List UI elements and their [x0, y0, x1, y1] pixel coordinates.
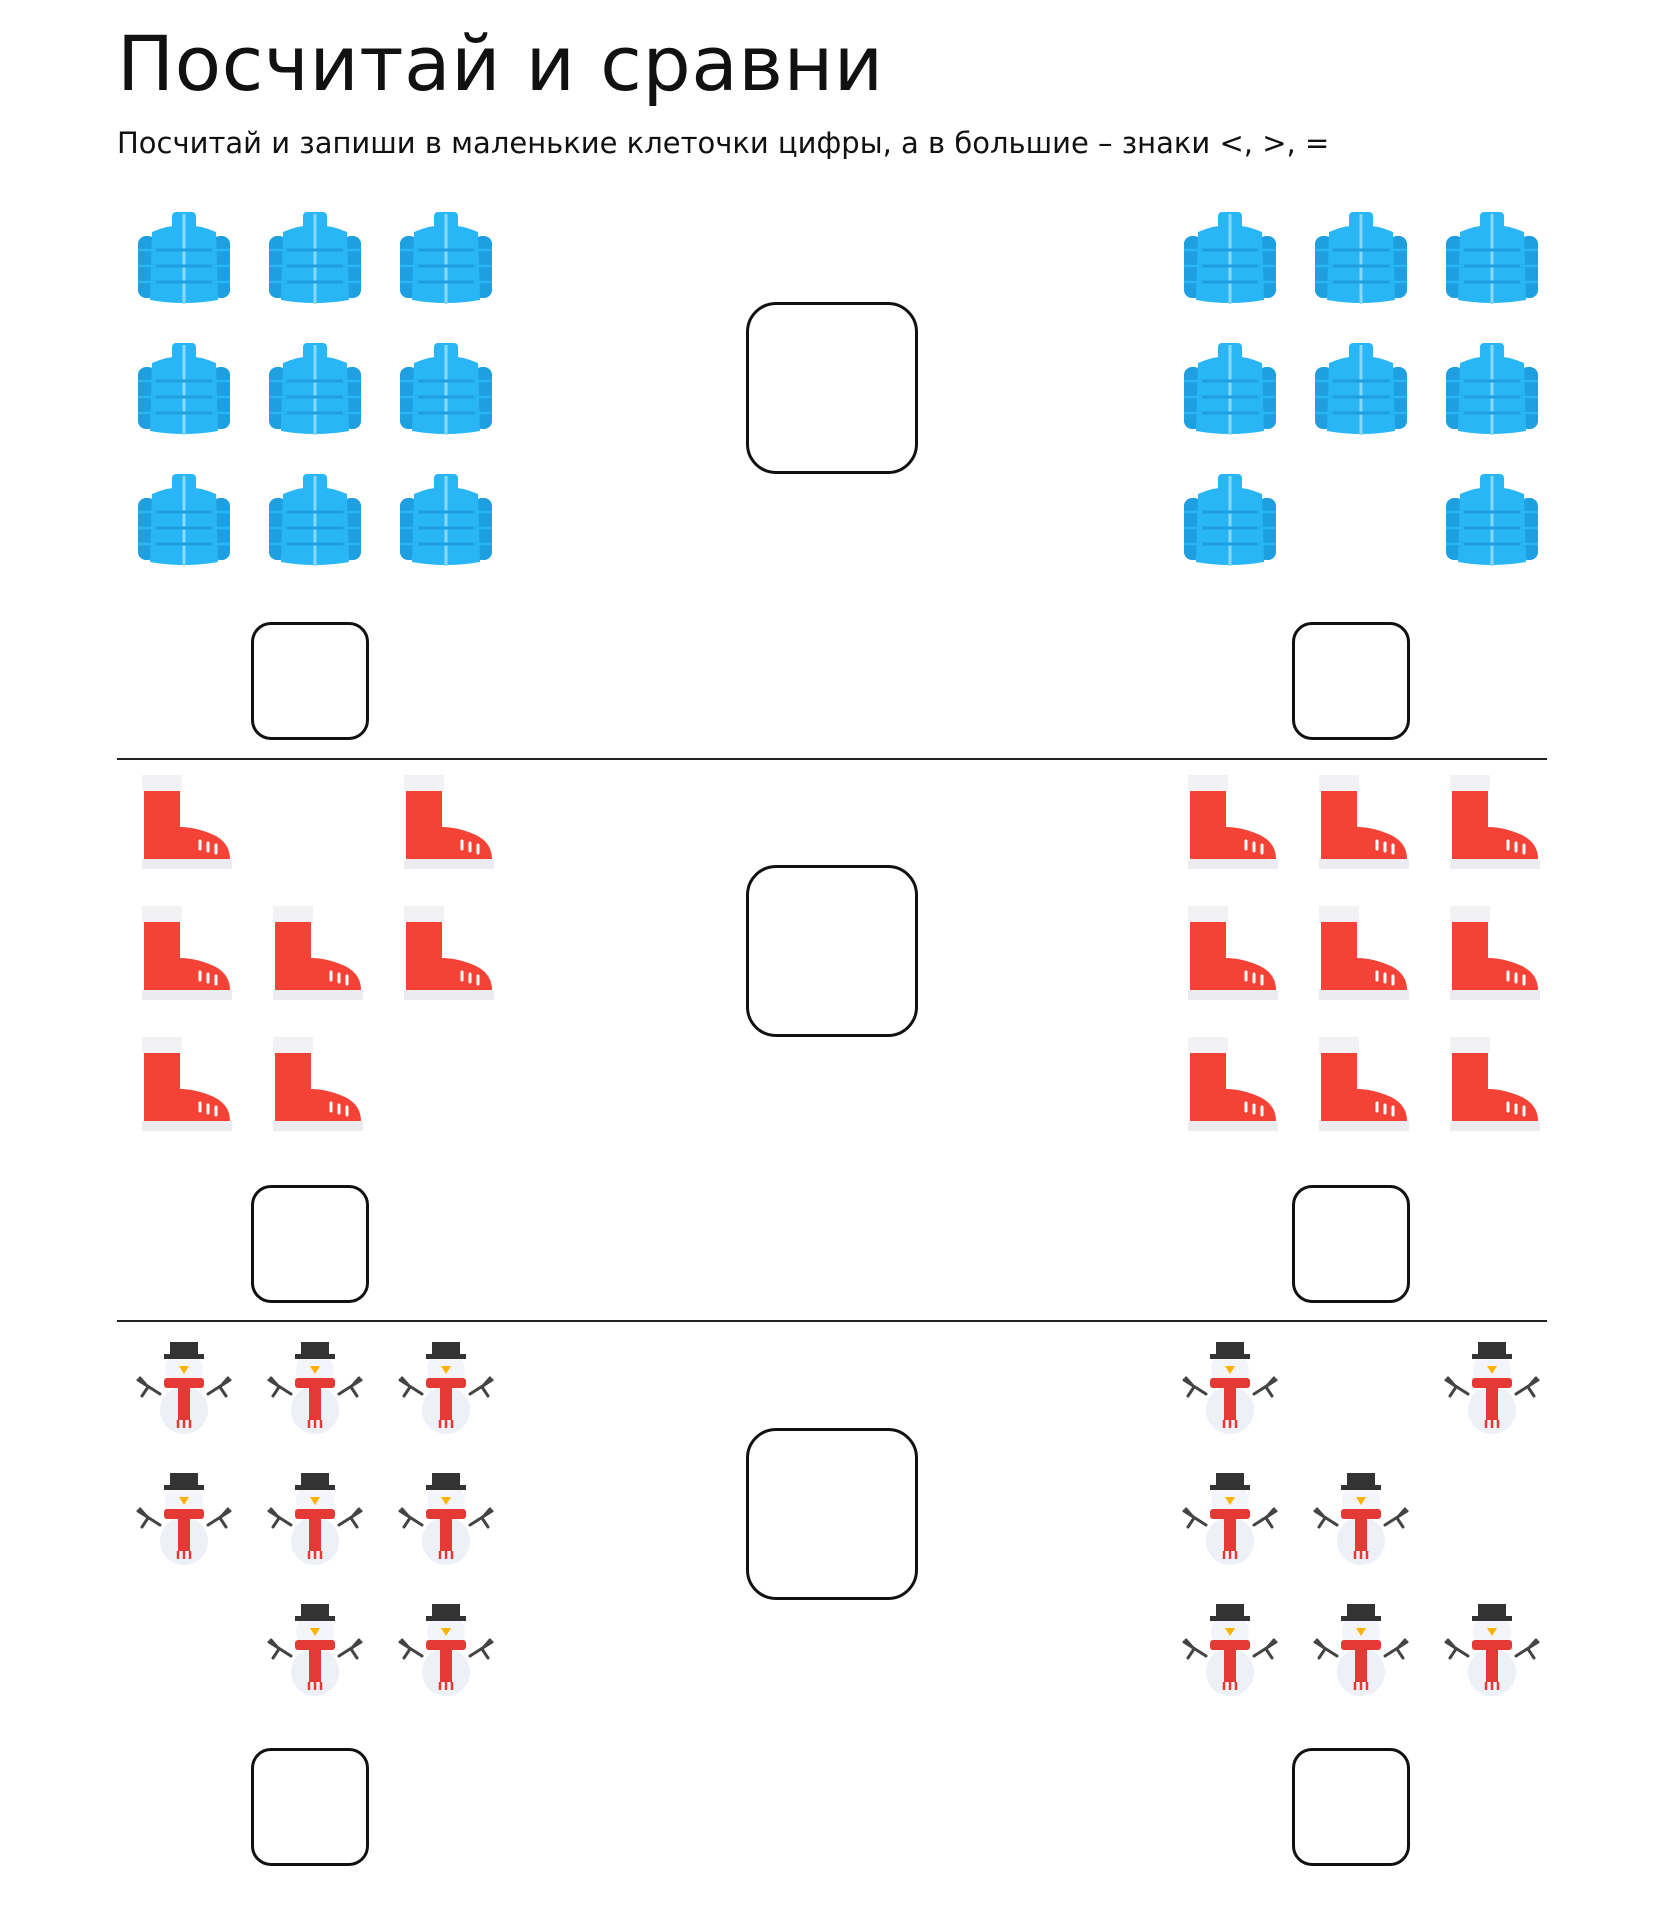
jacket-icon — [265, 210, 365, 310]
jacket-icon — [1180, 472, 1280, 572]
boot-icon — [1180, 773, 1280, 873]
snowman-icon — [1311, 1598, 1411, 1698]
jacket-icon — [1180, 341, 1280, 441]
right-count-box[interactable] — [1292, 622, 1410, 740]
jacket-icon — [134, 341, 234, 441]
right-count-box[interactable] — [1292, 1185, 1410, 1303]
left-count-box[interactable] — [251, 1748, 369, 1866]
left-picture-grid — [134, 1336, 524, 1726]
snowman-icon — [134, 1336, 234, 1436]
comparison-sign-box[interactable] — [746, 1428, 918, 1600]
comparison-sign-box[interactable] — [746, 865, 918, 1037]
snowman-icon — [396, 1336, 496, 1436]
snowman-icon — [265, 1467, 365, 1567]
left-count-box[interactable] — [251, 1185, 369, 1303]
instruction-text: Посчитай и запиши в маленькие клеточки цифры, а в большие – знаки <, >, = — [117, 126, 1330, 160]
boot-icon — [1311, 1035, 1411, 1135]
jacket-icon — [396, 341, 496, 441]
right-picture-grid — [1180, 210, 1570, 600]
snowman-icon — [1442, 1336, 1542, 1436]
jacket-icon — [134, 472, 234, 572]
jacket-icon — [265, 472, 365, 572]
left-picture-grid — [134, 210, 524, 600]
boot-icon — [396, 773, 496, 873]
boot-icon — [1442, 773, 1542, 873]
snowman-icon — [265, 1598, 365, 1698]
page-title: Посчитай и сравни — [117, 19, 884, 108]
boot-icon — [134, 904, 234, 1004]
section-divider — [117, 1320, 1547, 1322]
left-count-box[interactable] — [251, 622, 369, 740]
snowman-icon — [1442, 1598, 1542, 1698]
snowman-icon — [265, 1336, 365, 1436]
jacket-icon — [265, 341, 365, 441]
right-picture-grid — [1180, 773, 1570, 1163]
comparison-sign-box[interactable] — [746, 302, 918, 474]
boot-icon — [1180, 1035, 1280, 1135]
boot-icon — [134, 773, 234, 873]
boot-icon — [1311, 773, 1411, 873]
jacket-icon — [1442, 210, 1542, 310]
jacket-icon — [1311, 210, 1411, 310]
boot-icon — [265, 1035, 365, 1135]
boot-icon — [1442, 904, 1542, 1004]
left-picture-grid — [134, 773, 524, 1163]
snowman-icon — [1180, 1336, 1280, 1436]
boot-icon — [1180, 904, 1280, 1004]
snowman-icon — [396, 1598, 496, 1698]
boot-icon — [1311, 904, 1411, 1004]
section-divider — [117, 758, 1547, 760]
exercise-section — [0, 1336, 1654, 1896]
jacket-icon — [1180, 210, 1280, 310]
exercise-section — [0, 210, 1654, 770]
snowman-icon — [1180, 1467, 1280, 1567]
snowman-icon — [134, 1467, 234, 1567]
jacket-icon — [396, 210, 496, 310]
snowman-icon — [1311, 1467, 1411, 1567]
jacket-icon — [1442, 472, 1542, 572]
exercise-section — [0, 773, 1654, 1333]
right-picture-grid — [1180, 1336, 1570, 1726]
boot-icon — [134, 1035, 234, 1135]
right-count-box[interactable] — [1292, 1748, 1410, 1866]
snowman-icon — [1180, 1598, 1280, 1698]
boot-icon — [1442, 1035, 1542, 1135]
jacket-icon — [396, 472, 496, 572]
jacket-icon — [1442, 341, 1542, 441]
boot-icon — [265, 904, 365, 1004]
snowman-icon — [396, 1467, 496, 1567]
boot-icon — [396, 904, 496, 1004]
jacket-icon — [134, 210, 234, 310]
jacket-icon — [1311, 341, 1411, 441]
